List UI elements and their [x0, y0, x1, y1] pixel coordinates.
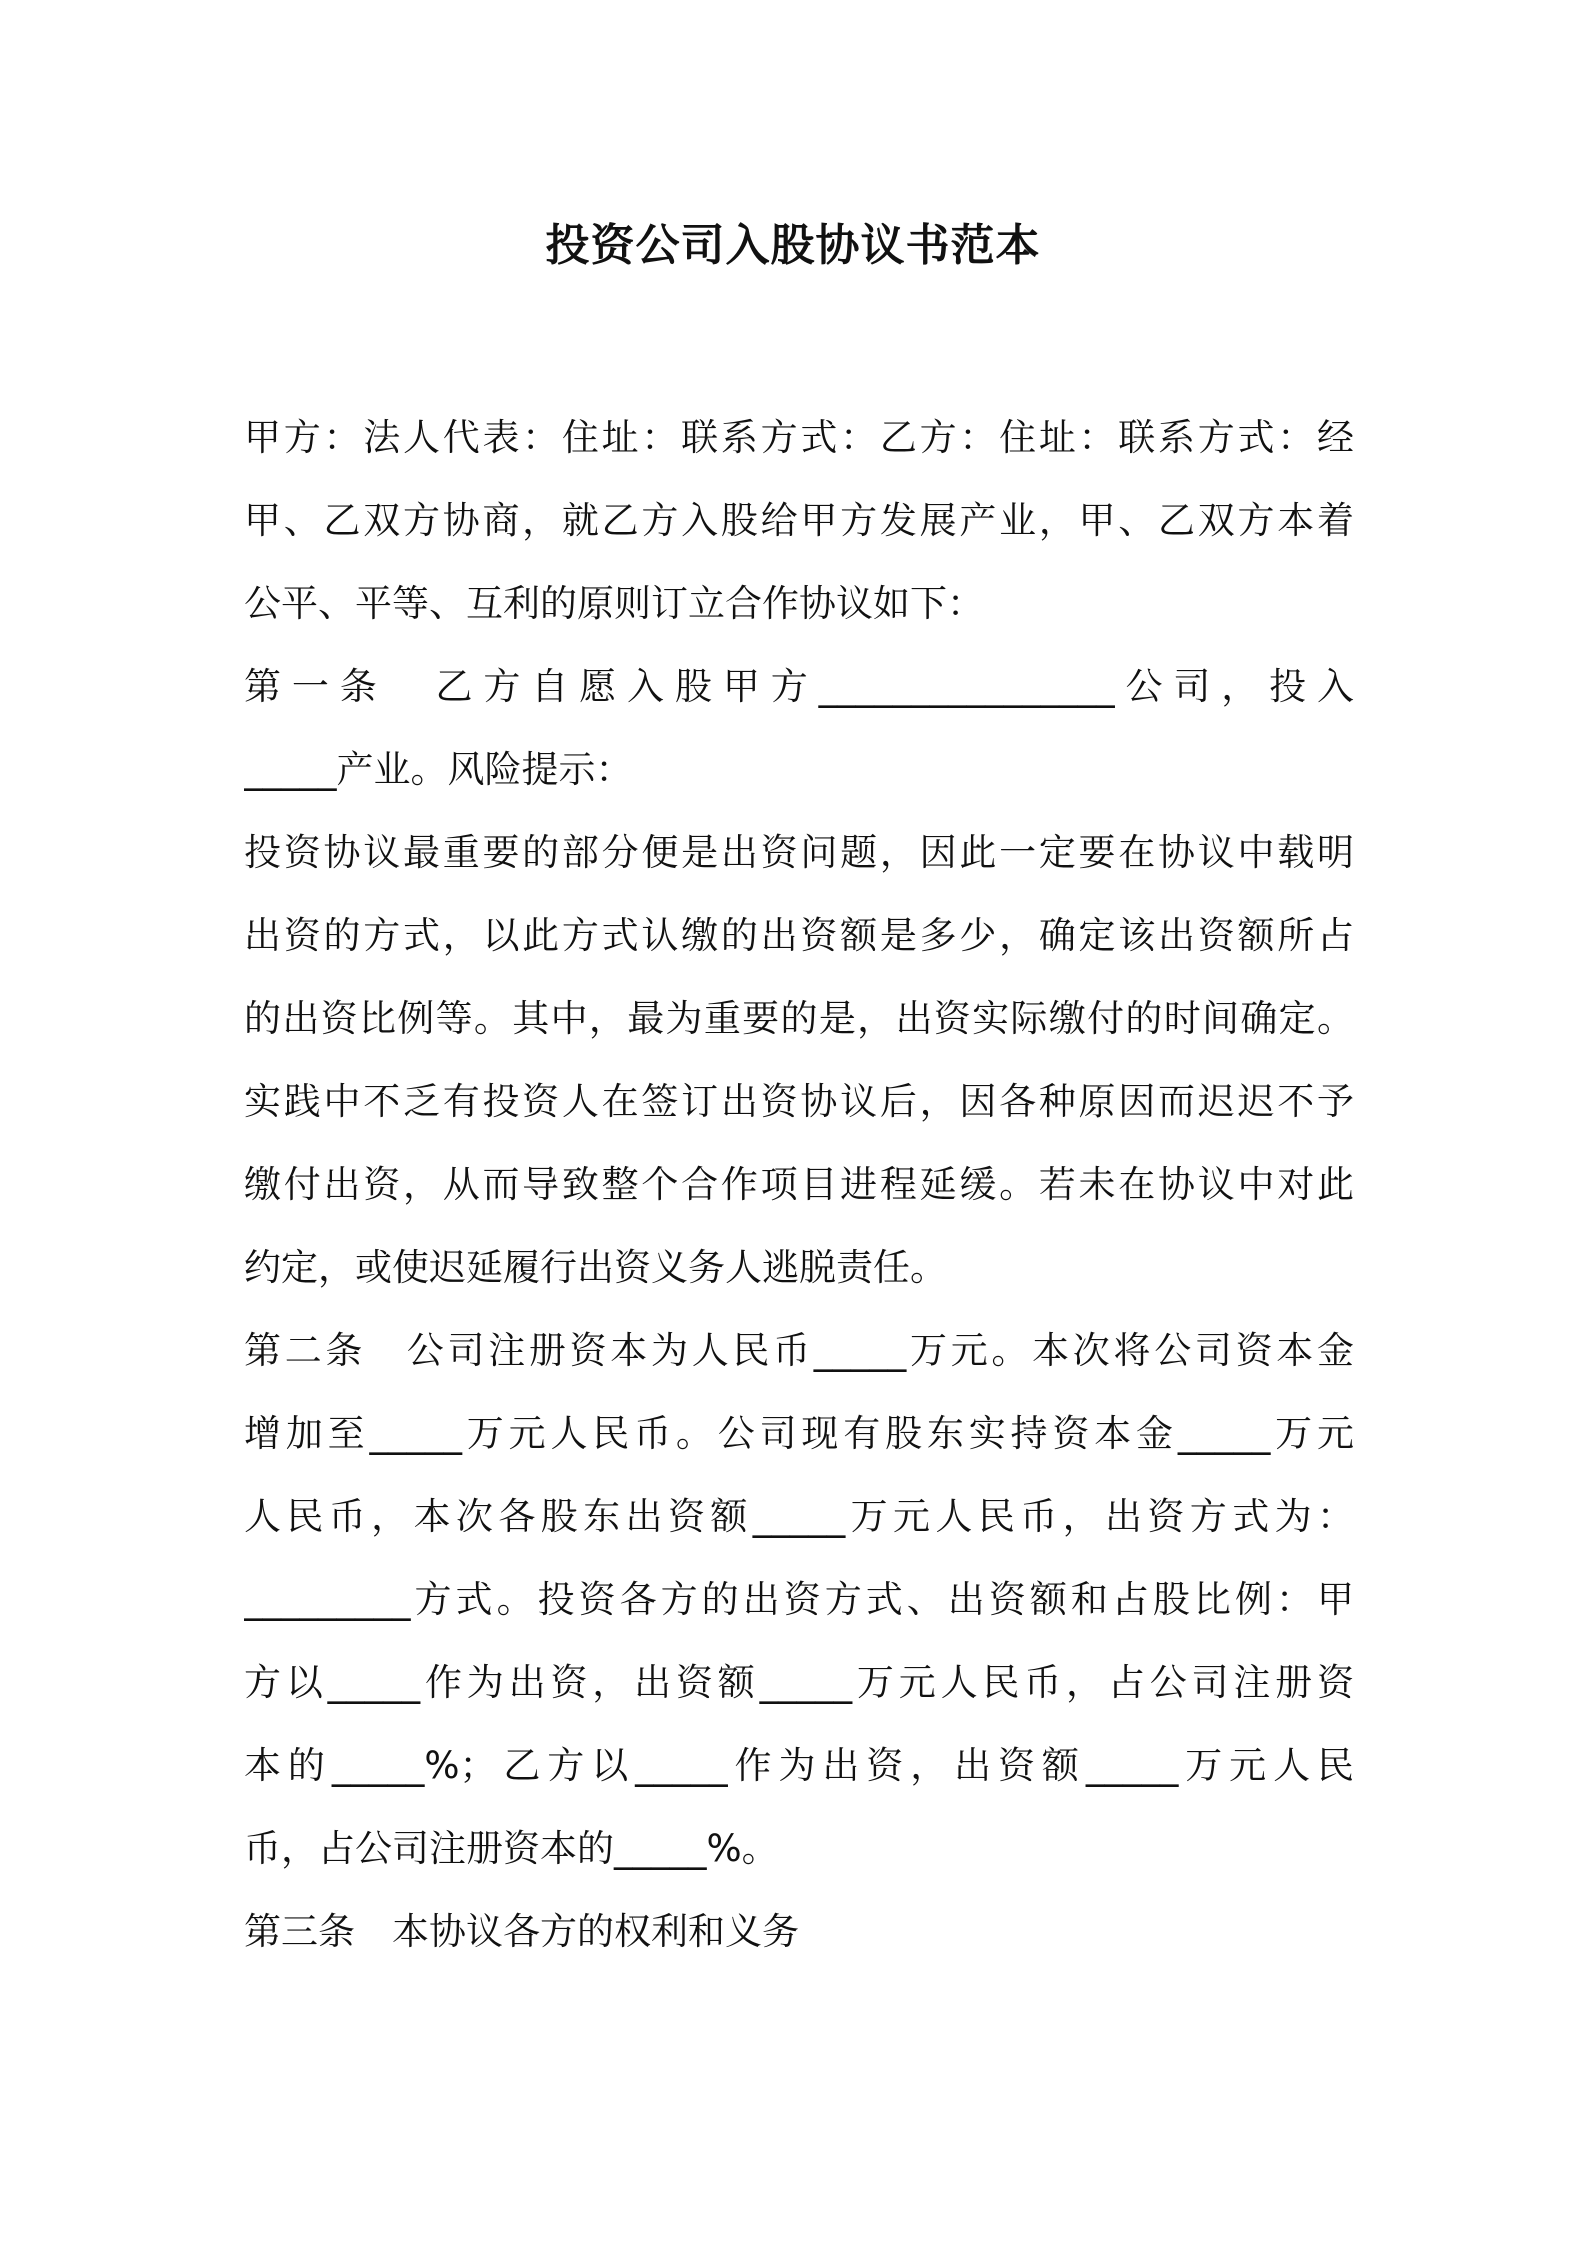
paragraph-line: 出资的方式，以此方式认缴的出资额是多少，确定该出资额所占: [244, 914, 1354, 957]
document-body: [244, 396, 1354, 1973]
paragraph-line: 本的_____%；乙方以_____作为出资，出资额_____万元人民: [244, 1744, 1354, 1787]
paragraph-line: 的出资比例等。其中，最为重要的是，出资实际缴付的时间确定。: [244, 997, 1354, 1040]
paragraph-line: 实践中不乏有投资人在签订出资协议后，因各种原因而迟迟不予: [244, 1080, 1354, 1123]
paragraph-line: _____产业。风险提示：: [244, 748, 633, 791]
paragraph-line: 约定，或使迟延履行出资义务人逃脱责任。: [244, 1246, 947, 1289]
paragraph-line: 甲方：法人代表：住址：联系方式：乙方：住址：联系方式：经: [244, 416, 1354, 459]
article-2-heading-line: 第二条 公司注册资本为人民币_____万元。本次将公司资本金: [244, 1329, 1354, 1372]
article-1-heading-line: 第一条 乙方自愿入股甲方________________公司，投入: [244, 665, 1354, 708]
paragraph-line: 币，占公司注册资本的_____%。: [244, 1827, 779, 1870]
article-3-heading-line: 第三条 本协议各方的权利和义务: [244, 1910, 799, 1953]
paragraph-line: 公平、平等、互利的原则订立合作协议如下：: [244, 582, 984, 625]
paragraph-line: _________方式。投资各方的出资方式、出资额和占股比例：甲: [244, 1578, 1354, 1621]
paragraph-line: 缴付出资，从而导致整个合作项目进程延缓。若未在协议中对此: [244, 1163, 1354, 1206]
paragraph-line: 方以_____作为出资，出资额_____万元人民币，占公司注册资: [244, 1661, 1354, 1704]
paragraph-line: 人民币，本次各股东出资额_____万元人民币，出资方式为：: [244, 1495, 1354, 1538]
paragraph-line: 甲、乙双方协商，就乙方入股给甲方发展产业，甲、乙双方本着: [244, 499, 1354, 542]
document-title: 投资公司入股协议书范本: [545, 220, 1041, 271]
paragraph-line: 投资协议最重要的部分便是出资问题，因此一定要在协议中载明: [244, 831, 1354, 874]
paragraph-line: 增加至_____万元人民币。公司现有股东实持资本金_____万元: [244, 1412, 1354, 1455]
